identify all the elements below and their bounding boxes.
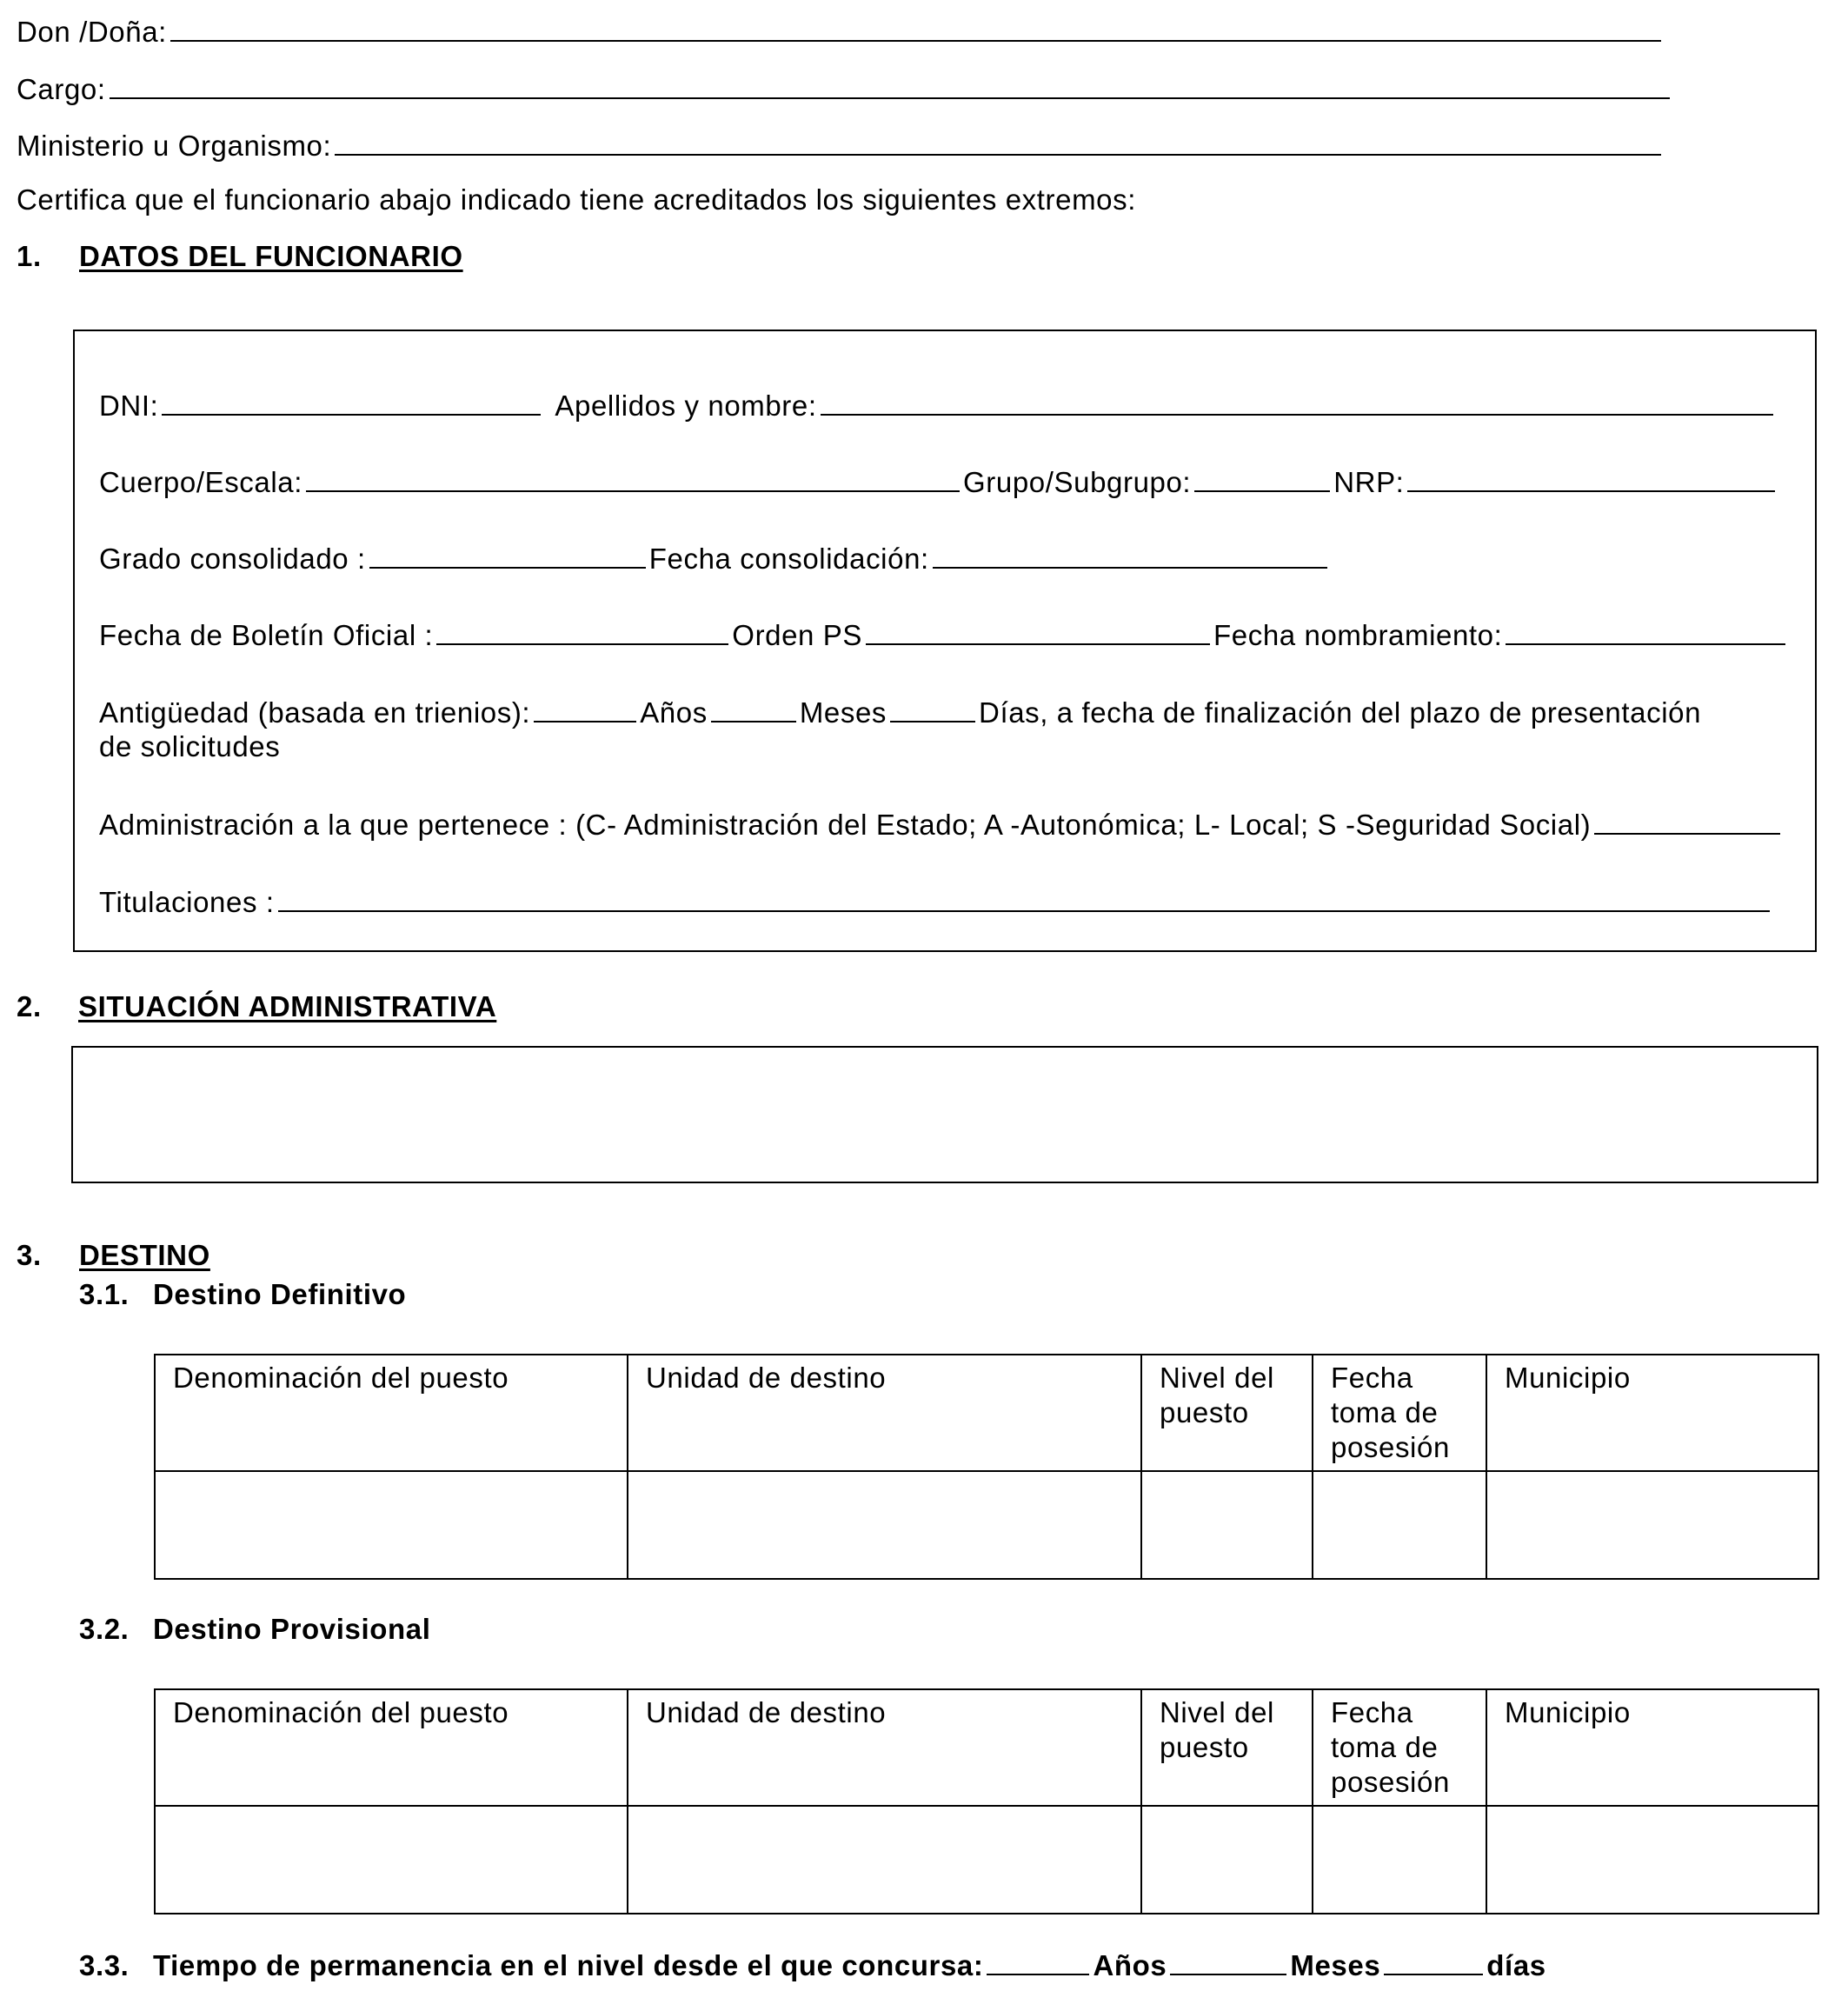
column-header: Denominación del puesto	[155, 1689, 628, 1806]
column-header: Fecha toma de posesión	[1313, 1689, 1486, 1806]
orden-field[interactable]	[866, 617, 1210, 645]
destino-provisional-table	[154, 1688, 1819, 1914]
permanencia-row	[79, 1948, 1546, 1982]
destino-definitivo-table	[154, 1354, 1819, 1580]
fecha-consolidacion-label: Fecha consolidación:	[648, 543, 929, 575]
situacion-administrativa-box[interactable]	[71, 1046, 1818, 1183]
dni-label: DNI:	[99, 390, 159, 422]
fecha-consolidacion-field[interactable]	[933, 541, 1327, 569]
column-header: Nivel del puesto	[1141, 1689, 1313, 1806]
cuerpo-label: Cuerpo/Escala:	[99, 466, 303, 498]
permanencia-dias-field[interactable]	[1384, 1948, 1483, 1975]
fecha-boletin-label: Fecha de Boletín Oficial :	[99, 619, 434, 651]
certifica-text: Certifica que el funcionario abajo indicado tiene acreditados los siguientes extremos:	[17, 183, 1136, 216]
ministerio-field[interactable]	[335, 128, 1661, 156]
dias-field[interactable]	[890, 695, 975, 722]
dni-field[interactable]	[162, 388, 541, 416]
permanencia-meses-field[interactable]	[1170, 1948, 1286, 1975]
table-header-row	[155, 1355, 1818, 1471]
column-header: Nivel del puesto	[1141, 1355, 1313, 1471]
don-field[interactable]	[170, 14, 1661, 42]
table-cell[interactable]	[1313, 1471, 1486, 1579]
fecha-nombramiento-label: Fecha nombramiento:	[1213, 619, 1503, 651]
cuerpo-row	[99, 464, 1778, 499]
dias-text: Días, a fecha de finalización del plazo de presentación	[979, 696, 1702, 729]
column-header: Fecha toma de posesión	[1313, 1355, 1486, 1471]
column-header: Municipio	[1486, 1355, 1818, 1471]
administracion-field[interactable]	[1594, 807, 1780, 835]
section-3-title: DESTINO	[79, 1239, 210, 1271]
section-1-number: 1.	[17, 240, 42, 272]
meses-label: Meses	[799, 696, 887, 729]
grado-field[interactable]	[369, 541, 646, 569]
meses-field[interactable]	[711, 695, 796, 722]
subsection-3-2-title: Destino Provisional	[153, 1613, 431, 1645]
administracion-label: Administración a la que pertenece : (C- Administración del Estado; A -Autonómica; L- Local; S -Seguridad Social)	[99, 809, 1592, 841]
permanencia-dias-label: días	[1486, 1949, 1546, 1981]
subsection-3-3-title: Tiempo de permanencia en el nivel desde el que concursa:	[153, 1949, 984, 1981]
fecha-nombramiento-field[interactable]	[1506, 617, 1785, 645]
antiguedad-label: Antigüedad (basada en trienios):	[99, 696, 531, 729]
antiguedad-row-2: de solicitudes	[99, 730, 281, 762]
ministerio-label: Ministerio u Organismo:	[17, 130, 332, 162]
grupo-field[interactable]	[1194, 464, 1330, 492]
dni-row	[99, 388, 1777, 423]
table-cell[interactable]	[628, 1806, 1141, 1914]
table-cell[interactable]	[1141, 1471, 1313, 1579]
table-cell[interactable]	[1486, 1471, 1818, 1579]
cargo-row	[17, 71, 1673, 106]
section-1-title: DATOS DEL FUNCIONARIO	[79, 240, 463, 272]
table-row	[155, 1471, 1818, 1579]
table-cell[interactable]	[155, 1806, 628, 1914]
grupo-label: Grupo/Subgrupo:	[963, 466, 1192, 498]
table-cell[interactable]	[1313, 1806, 1486, 1914]
antiguedad-row	[99, 695, 1701, 729]
apellidos-field[interactable]	[821, 388, 1773, 416]
subsection-3-2-number: 3.2.	[79, 1613, 130, 1645]
column-header: Denominación del puesto	[155, 1355, 628, 1471]
cargo-label: Cargo:	[17, 73, 106, 105]
titulaciones-label: Titulaciones :	[99, 886, 275, 918]
orden-label: Orden PS	[732, 619, 863, 651]
section-2-number: 2.	[17, 990, 42, 1022]
nrp-field[interactable]	[1407, 464, 1775, 492]
titulaciones-field[interactable]	[278, 884, 1770, 912]
grado-row	[99, 541, 1331, 576]
permanencia-anos-label: Años	[1093, 1949, 1167, 1981]
table-header-row	[155, 1689, 1818, 1806]
nrp-label: NRP:	[1333, 466, 1405, 498]
cuerpo-field[interactable]	[306, 464, 960, 492]
section-2-title: SITUACIÓN ADMINISTRATIVA	[78, 990, 497, 1022]
table-cell[interactable]	[1486, 1806, 1818, 1914]
column-header: Municipio	[1486, 1689, 1818, 1806]
don-row	[17, 14, 1665, 49]
section-3-number: 3.	[17, 1239, 42, 1271]
administracion-row	[99, 807, 1784, 842]
subsection-3-1-number: 3.1.	[79, 1278, 130, 1310]
ministerio-row	[17, 128, 1665, 163]
subsection-3-3-number: 3.3.	[79, 1949, 130, 1981]
fecha-boletin-field[interactable]	[436, 617, 728, 645]
permanencia-anos-field[interactable]	[987, 1948, 1089, 1975]
column-header: Unidad de destino	[628, 1355, 1141, 1471]
grado-label: Grado consolidado :	[99, 543, 366, 575]
boletin-row	[99, 617, 1789, 652]
table-cell[interactable]	[628, 1471, 1141, 1579]
table-cell[interactable]	[155, 1471, 628, 1579]
cargo-field[interactable]	[110, 71, 1670, 99]
permanencia-meses-label: Meses	[1290, 1949, 1381, 1981]
apellidos-label: Apellidos y nombre:	[555, 390, 817, 422]
titulaciones-row	[99, 884, 1773, 919]
don-label: Don /Doña:	[17, 16, 167, 48]
column-header: Unidad de destino	[628, 1689, 1141, 1806]
anos-field[interactable]	[534, 695, 636, 722]
anos-label: Años	[640, 696, 708, 729]
table-cell[interactable]	[1141, 1806, 1313, 1914]
subsection-3-1-title: Destino Definitivo	[153, 1278, 407, 1310]
table-row	[155, 1806, 1818, 1914]
